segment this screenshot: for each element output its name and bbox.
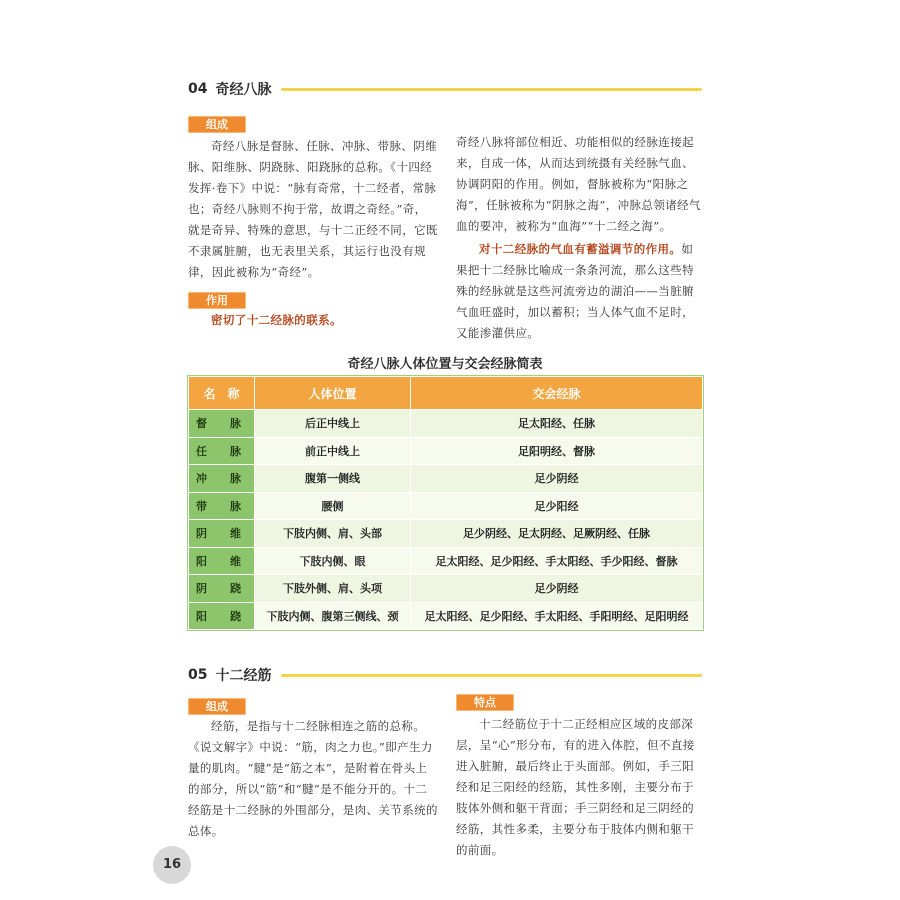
section-04-rule — [281, 88, 702, 91]
section-04-title: 奇经八脉 — [215, 82, 272, 98]
function-04-start — [188, 310, 438, 331]
row-position: 腰侧 — [255, 492, 411, 520]
header-position: 人体位置 — [255, 377, 411, 410]
row-intersect: 足太阳经、足少阳经、手太阳经、手阳明经、足阳明经 — [411, 602, 703, 630]
composition-05-paragraph: 经筋，是指与十二经脉相连之筋的总称。《说文解字》中说：“筋，肉之力也。”即产生力量的肌肉。“腱”是“筋之本”，是附着在骨头上的部分，所以“筋”和“腱”是不能分开的。十二经筋是十二经脉的外围部分，是肉、关节系统的总体。 — [188, 719, 438, 838]
function-highlight-2: 对十二经脉的气血有蓄溢调节的作用。 — [479, 242, 682, 256]
section-05-header — [188, 664, 702, 686]
row-position: 下肢内侧、肩、头部 — [255, 520, 411, 548]
row-intersect: 足少阴经、足太阴经、足厥阴经、任脉 — [411, 520, 703, 548]
header-intersect: 交会经脉 — [411, 377, 703, 410]
tag-function-04: 作用 — [188, 292, 246, 309]
row-name: 阴 跷 — [189, 575, 255, 603]
table-row — [189, 492, 703, 520]
tag-feature-05: 特点 — [456, 694, 514, 711]
section-04-number: 04 — [188, 81, 208, 97]
feature-05-paragraph: 十二经筋位于十二正经相应区域的皮部深层，呈“心”形分布，有的进入体腔，但不直接进入脏腑，最后终止于头面部。例如，手三阳经和足三阳经的经筋，其性多刚，主要分布于肢体外侧和躯干背面；手三阴经和足三阴经的经筋，其性多柔，主要分布于肢体内侧和躯干的前面。 — [456, 717, 695, 857]
row-intersect: 足少阳经 — [411, 492, 703, 520]
table-row — [189, 437, 703, 465]
row-name: 阳 维 — [189, 547, 255, 575]
table-row — [189, 410, 703, 438]
row-name: 督 脉 — [189, 410, 255, 438]
function-highlight-1: 密切了十二经脉的联系。 — [211, 313, 342, 327]
row-name: 阳 跷 — [189, 602, 255, 630]
feature-05-text — [456, 714, 702, 861]
row-position: 前正中线上 — [255, 437, 411, 465]
table-header-row — [189, 377, 703, 410]
section-05-rule — [281, 674, 702, 677]
table-row — [189, 602, 703, 630]
table-row — [189, 520, 703, 548]
row-name: 任 脉 — [189, 437, 255, 465]
row-intersect: 足少阴经 — [411, 465, 703, 493]
row-name: 带 脉 — [189, 492, 255, 520]
function-04-text — [456, 132, 702, 344]
row-intersect: 足阳明经、督脉 — [411, 437, 703, 465]
tag-composition-04: 组成 — [188, 116, 246, 133]
table-row — [189, 575, 703, 603]
composition-04-text — [188, 136, 438, 283]
table-caption: 奇经八脉人体位置与交会经脉简表 — [347, 357, 543, 372]
table-row — [189, 465, 703, 493]
tag-composition-05: 组成 — [188, 698, 246, 715]
function-04-paragraph-2: 如果把十二经脉比喻成一条条河流，那么这些特殊的经脉就是这些河流旁边的湖泊——当脏腑气血旺盛时，加以蓄积；当人体气血不足时，又能渗灌供应。 — [456, 242, 694, 340]
header-name: 名 称 — [189, 377, 255, 410]
section-05-title: 十二经筋 — [215, 668, 272, 684]
table-row — [189, 547, 703, 575]
row-position: 腹第一侧线 — [255, 465, 411, 493]
composition-05-text — [188, 716, 438, 842]
meridian-table — [188, 376, 703, 630]
row-position: 下肢外侧、肩、头项 — [255, 575, 411, 603]
row-intersect: 足少阴经 — [411, 575, 703, 603]
composition-04-paragraph: 奇经八脉是督脉、任脉、冲脉、带脉、阴维脉、阳维脉、阴跷脉、阳跷脉的总称。《十四经发挥·卷下》中说：“脉有奇常，十二经者，常脉也；奇经八脉则不拘于常，故谓之奇经。”奇，就是奇异、特殊的意思，与十二正经不同，它既不隶属脏腑，也无表里关系，其运行也没有规律，因此被称为“奇经”。 — [188, 139, 438, 279]
row-intersect: 足太阳经、任脉 — [411, 410, 703, 438]
row-position: 下肢内侧、腹第三侧线、颈 — [255, 602, 411, 630]
row-name: 冲 脉 — [189, 465, 255, 493]
section-04-header — [188, 78, 702, 100]
page-number: 16 — [153, 846, 191, 884]
row-position: 下肢内侧、眼 — [255, 547, 411, 575]
section-05-number: 05 — [188, 667, 208, 683]
row-name: 阴 维 — [189, 520, 255, 548]
function-04-paragraph-1: 奇经八脉将部位相近、功能相似的经脉连接起来，自成一体，从而达到统摄有关经脉气血、协调阴阳的作用。例如，督脉被称为“阳脉之海”，任脉被称为“阴脉之海”，冲脉总领诸经气血的要冲，被称为“血海”“十二经之海”。 — [456, 135, 701, 233]
row-position: 后正中线上 — [255, 410, 411, 438]
row-intersect: 足太阳经、足少阳经、手太阳经、手少阳经、督脉 — [411, 547, 703, 575]
